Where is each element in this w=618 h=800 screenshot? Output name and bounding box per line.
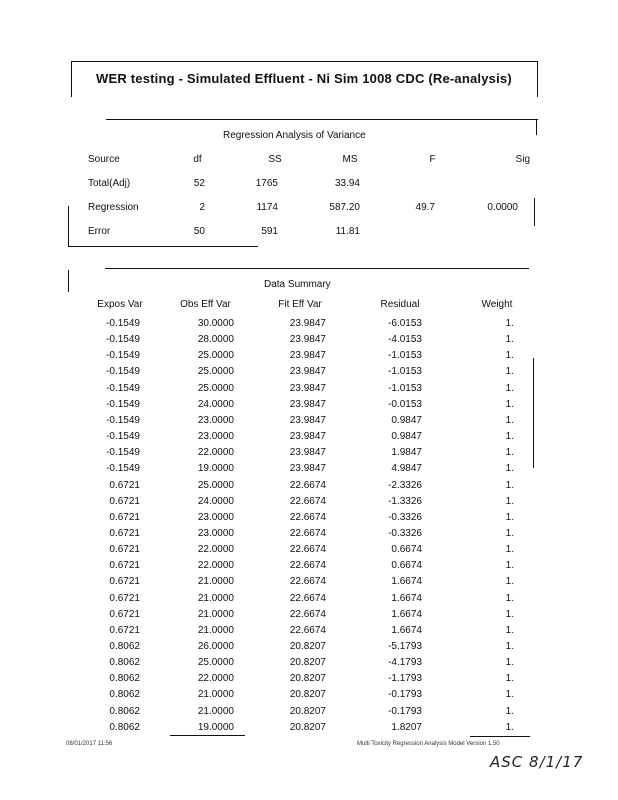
summary-cell: -0.1549 xyxy=(106,334,140,345)
summary-cell: 25.0000 xyxy=(197,350,234,361)
summary-cell: 1. xyxy=(505,625,514,636)
summary-cell: 21.0000 xyxy=(197,576,234,587)
anova-column-header: df xyxy=(193,154,202,165)
summary-cell: 0.9847 xyxy=(391,415,422,426)
summary-cell: 21.0000 xyxy=(197,609,234,620)
anova-column-header: Sig xyxy=(515,154,530,165)
summary-cell: 0.6721 xyxy=(109,544,140,555)
title-box-right xyxy=(537,61,538,97)
summary-cell: -0.1549 xyxy=(106,350,140,361)
summary-cell: 23.0000 xyxy=(197,415,234,426)
summary-cell: 1. xyxy=(505,641,514,652)
summary-cell: 0.6721 xyxy=(109,512,140,523)
summary-cell: 26.0000 xyxy=(197,641,234,652)
summary-cell: 1. xyxy=(505,722,514,733)
summary-cell: 0.6721 xyxy=(109,496,140,507)
summary-column-header: Expos Var xyxy=(97,299,143,310)
summary-cell: 20.8207 xyxy=(289,641,326,652)
summary-cell: -0.1549 xyxy=(106,366,140,377)
footer-timestamp: 08/01/2017 11:56 xyxy=(66,741,113,747)
summary-cell: 21.0000 xyxy=(197,625,234,636)
summary-cell: -0.1549 xyxy=(106,447,140,458)
summary-box-left xyxy=(68,270,69,292)
summary-box-bottom xyxy=(170,735,245,736)
summary-cell: -0.1549 xyxy=(106,415,140,426)
summary-cell: -0.1549 xyxy=(106,383,140,394)
summary-cell: 1. xyxy=(505,706,514,717)
summary-cell: -0.1549 xyxy=(106,399,140,410)
summary-cell: 1. xyxy=(505,512,514,523)
summary-cell: -1.0153 xyxy=(388,366,422,377)
anova-cell-ms: 33.94 xyxy=(334,178,360,189)
summary-cell: 1. xyxy=(505,318,514,329)
summary-cell: 1. xyxy=(505,544,514,555)
summary-column-header: Weight xyxy=(481,299,513,310)
summary-cell: 1. xyxy=(505,463,514,474)
summary-cell: 25.0000 xyxy=(197,383,234,394)
anova-cell-sig: 0.0000 xyxy=(487,202,518,213)
summary-cell: -1.0153 xyxy=(388,383,422,394)
summary-cell: 1.8207 xyxy=(391,722,422,733)
summary-cell: 0.6721 xyxy=(109,609,140,620)
summary-column-header: Obs Eff Var xyxy=(180,299,231,310)
summary-cell: 1. xyxy=(505,383,514,394)
anova-column-header: SS xyxy=(268,154,282,165)
summary-cell: 1. xyxy=(505,657,514,668)
summary-cell: -0.3326 xyxy=(388,512,422,523)
summary-cell: 1. xyxy=(505,528,514,539)
anova-box-top xyxy=(106,119,538,120)
summary-cell: 1. xyxy=(505,673,514,684)
summary-cell: -6.0153 xyxy=(388,318,422,329)
summary-cell: 0.8062 xyxy=(109,673,140,684)
anova-heading: Regression Analysis of Variance xyxy=(223,130,366,141)
summary-cell: 0.6674 xyxy=(391,544,422,555)
summary-cell: 23.9847 xyxy=(289,431,326,442)
summary-cell: 22.0000 xyxy=(197,447,234,458)
summary-cell: -0.1549 xyxy=(106,463,140,474)
summary-cell: 0.6721 xyxy=(109,480,140,491)
summary-cell: 22.6674 xyxy=(289,480,326,491)
summary-box-right xyxy=(533,358,534,468)
summary-cell: 1.6674 xyxy=(391,625,422,636)
summary-cell: 22.6674 xyxy=(289,560,326,571)
summary-cell: 22.6674 xyxy=(289,576,326,587)
summary-column-header: Residual xyxy=(380,299,420,310)
summary-cell: 0.6721 xyxy=(109,593,140,604)
summary-cell: 1. xyxy=(505,415,514,426)
summary-cell: 0.8062 xyxy=(109,641,140,652)
anova-cell-df: 50 xyxy=(193,226,205,237)
page-title: WER testing - Simulated Effluent - Ni Sim 1008 CDC (Re-analysis) xyxy=(96,71,512,86)
summary-column-header: Fit Eff Var xyxy=(278,299,322,310)
anova-cell-source: Regression xyxy=(88,202,139,213)
summary-cell: 23.9847 xyxy=(289,383,326,394)
summary-cell: 1. xyxy=(505,366,514,377)
summary-cell: 1. xyxy=(505,480,514,491)
summary-cell: -4.0153 xyxy=(388,334,422,345)
summary-cell: 23.9847 xyxy=(289,415,326,426)
summary-cell: -0.1549 xyxy=(106,318,140,329)
summary-cell: 21.0000 xyxy=(197,706,234,717)
summary-cell: 23.9847 xyxy=(289,318,326,329)
summary-cell: 0.6674 xyxy=(391,560,422,571)
summary-cell: 1. xyxy=(505,350,514,361)
summary-cell: 23.0000 xyxy=(197,512,234,523)
summary-cell: 1. xyxy=(505,593,514,604)
summary-cell: 20.8207 xyxy=(289,657,326,668)
summary-box-top xyxy=(105,268,529,269)
anova-cell-ss: 1765 xyxy=(255,178,278,189)
summary-cell: -0.0153 xyxy=(388,399,422,410)
summary-cell: 1.6674 xyxy=(391,609,422,620)
summary-cell: 0.6721 xyxy=(109,528,140,539)
summary-cell: -2.3326 xyxy=(388,480,422,491)
summary-cell: -0.1793 xyxy=(388,689,422,700)
anova-box-bottom xyxy=(68,246,258,247)
summary-cell: 1. xyxy=(505,431,514,442)
anova-box-right-lower xyxy=(534,198,535,226)
handwritten-signature: ASC 8/1/17 xyxy=(490,753,584,771)
summary-cell: 4.9847 xyxy=(391,463,422,474)
summary-cell: 1.6674 xyxy=(391,576,422,587)
summary-cell: 1. xyxy=(505,560,514,571)
summary-cell: -1.3326 xyxy=(388,496,422,507)
summary-cell: 1. xyxy=(505,689,514,700)
summary-cell: 0.8062 xyxy=(109,722,140,733)
summary-cell: 23.9847 xyxy=(289,350,326,361)
title-box-top xyxy=(72,61,538,62)
summary-cell: 25.0000 xyxy=(197,366,234,377)
anova-column-header: Source xyxy=(88,154,120,165)
summary-cell: 20.8207 xyxy=(289,689,326,700)
summary-cell: 25.0000 xyxy=(197,657,234,668)
summary-cell: 23.0000 xyxy=(197,528,234,539)
summary-cell: 1. xyxy=(505,399,514,410)
summary-cell: -0.1549 xyxy=(106,431,140,442)
summary-cell: -5.1793 xyxy=(388,641,422,652)
summary-cell: 23.9847 xyxy=(289,399,326,410)
summary-cell: 28.0000 xyxy=(197,334,234,345)
summary-cell: 21.0000 xyxy=(197,593,234,604)
summary-cell: 1.6674 xyxy=(391,593,422,604)
summary-cell: 0.8062 xyxy=(109,706,140,717)
summary-cell: 19.0000 xyxy=(197,722,234,733)
summary-cell: 22.0000 xyxy=(197,673,234,684)
summary-box-bottom-right xyxy=(470,736,530,737)
summary-cell: -1.0153 xyxy=(388,350,422,361)
title-box-left xyxy=(71,61,72,97)
summary-cell: 20.8207 xyxy=(289,673,326,684)
summary-cell: 19.0000 xyxy=(197,463,234,474)
summary-cell: 0.8062 xyxy=(109,657,140,668)
summary-cell: -4.1793 xyxy=(388,657,422,668)
summary-cell: 20.8207 xyxy=(289,722,326,733)
summary-cell: 23.9847 xyxy=(289,334,326,345)
summary-cell: 22.6674 xyxy=(289,544,326,555)
summary-cell: 23.9847 xyxy=(289,463,326,474)
summary-cell: 23.0000 xyxy=(197,431,234,442)
summary-cell: -1.1793 xyxy=(388,673,422,684)
summary-cell: 24.0000 xyxy=(197,399,234,410)
summary-cell: 0.6721 xyxy=(109,625,140,636)
summary-cell: 22.6674 xyxy=(289,625,326,636)
summary-cell: 0.6721 xyxy=(109,560,140,571)
anova-box-left xyxy=(68,206,69,246)
anova-cell-df: 52 xyxy=(193,178,205,189)
summary-cell: 1. xyxy=(505,496,514,507)
summary-cell: 20.8207 xyxy=(289,706,326,717)
footer-model-version: Multi Toxicity Regression Analysis Model Version 1.50 xyxy=(357,741,500,747)
summary-heading: Data Summary xyxy=(264,279,331,290)
summary-cell: 22.6674 xyxy=(289,496,326,507)
summary-cell: 25.0000 xyxy=(197,480,234,491)
anova-cell-source: Total(Adj) xyxy=(88,178,131,189)
summary-cell: 1. xyxy=(505,609,514,620)
summary-cell: 22.6674 xyxy=(289,528,326,539)
summary-cell: 1. xyxy=(505,576,514,587)
anova-cell-ss: 1174 xyxy=(256,202,278,213)
summary-cell: 23.9847 xyxy=(289,447,326,458)
summary-cell: 22.0000 xyxy=(197,544,234,555)
anova-column-header: F xyxy=(429,154,436,165)
anova-box-right xyxy=(536,119,537,135)
summary-cell: 22.6674 xyxy=(289,593,326,604)
summary-cell: -0.3326 xyxy=(388,528,422,539)
summary-cell: 1. xyxy=(505,334,514,345)
anova-cell-df: 2 xyxy=(199,202,205,213)
summary-cell: 0.9847 xyxy=(391,431,422,442)
summary-cell: 1.9847 xyxy=(391,447,422,458)
anova-cell-ms: 587.20 xyxy=(329,202,360,213)
summary-cell: 30.0000 xyxy=(197,318,234,329)
summary-cell: 22.0000 xyxy=(197,560,234,571)
anova-column-header: MS xyxy=(342,154,358,165)
summary-cell: 23.9847 xyxy=(289,366,326,377)
summary-cell: 0.6721 xyxy=(109,576,140,587)
summary-cell: 24.0000 xyxy=(197,496,234,507)
summary-cell: -0.1793 xyxy=(388,706,422,717)
anova-cell-ss: 591 xyxy=(261,226,278,237)
summary-cell: 1. xyxy=(505,447,514,458)
summary-cell: 21.0000 xyxy=(197,689,234,700)
summary-cell: 22.6674 xyxy=(289,512,326,523)
anova-cell-ms: 11.81 xyxy=(335,226,360,237)
anova-cell-source: Error xyxy=(88,226,111,237)
summary-cell: 22.6674 xyxy=(289,609,326,620)
summary-cell: 0.8062 xyxy=(109,689,140,700)
anova-cell-f: 49.7 xyxy=(415,202,435,213)
